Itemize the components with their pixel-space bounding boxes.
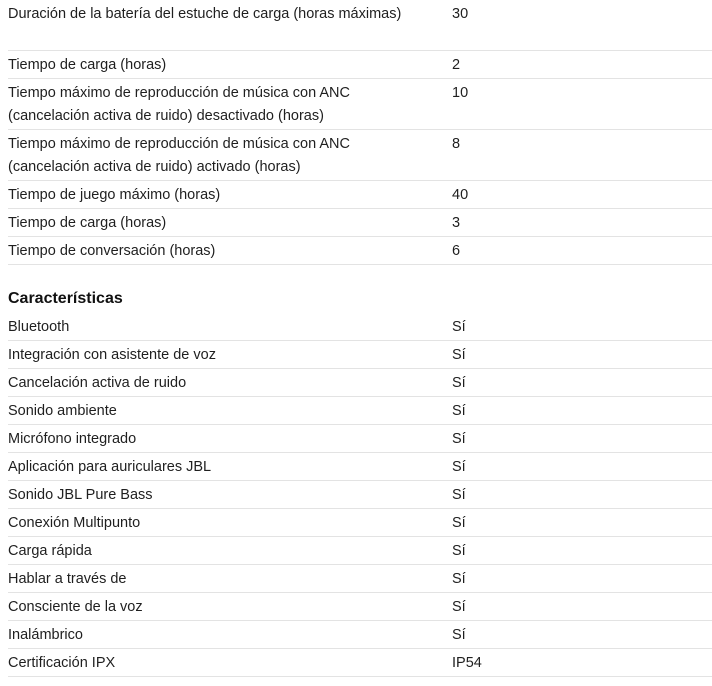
spec-row-multipoint [8, 509, 712, 537]
spec-row-pure-bass [8, 481, 712, 509]
spec-value: 8 [452, 136, 461, 152]
spec-value: 30 [452, 6, 469, 22]
spec-label: Duración de la batería del estuche de carga (horas máximas) [8, 6, 402, 22]
spec-row-voice-assistant [8, 341, 712, 369]
spec-label: Aplicación para auriculares JBL [8, 459, 212, 475]
spec-row-max-playtime [8, 181, 712, 209]
spec-value: Sí [452, 543, 466, 559]
spec-value: Sí [452, 487, 466, 503]
spec-row-talk-thru [8, 565, 712, 593]
spec-value: 10 [452, 85, 469, 101]
spec-label: Certificación IPX [8, 655, 116, 671]
spec-label: Tiempo máximo de reproducción de música con ANC (cancelación activa de ruido) desactivado (horas) [8, 85, 350, 124]
spec-label: Bluetooth [8, 319, 70, 335]
spec-value: Sí [452, 431, 466, 447]
spec-row-case-battery-life [8, 0, 712, 51]
spec-row-playtime-anc-off [8, 79, 712, 130]
spec-value: Sí [452, 403, 466, 419]
spec-value: IP54 [452, 655, 482, 671]
spec-value: Sí [452, 599, 466, 615]
spec-row-voice-aware [8, 593, 712, 621]
spec-label: Micrófono integrado [8, 431, 137, 447]
spec-row-headphones-app [8, 453, 712, 481]
spec-label: Integración con asistente de voz [8, 347, 216, 363]
spec-row-ambient-sound [8, 397, 712, 425]
spec-label: Tiempo de conversación (horas) [8, 243, 216, 259]
spec-label: Tiempo de carga (horas) [8, 57, 167, 73]
spec-label: Cancelación activa de ruido [8, 375, 187, 391]
spec-row-charge-time-2 [8, 209, 712, 237]
spec-label: Sonido JBL Pure Bass [8, 487, 153, 503]
spec-row-wireless [8, 621, 712, 649]
spec-label: Conexión Multipunto [8, 515, 141, 531]
spec-label: Tiempo de juego máximo (horas) [8, 187, 221, 203]
spec-value: Sí [452, 347, 466, 363]
spec-row-bluetooth [8, 313, 712, 341]
spec-value: Sí [452, 459, 466, 475]
spec-row-charge-time [8, 51, 712, 79]
spec-value: 40 [452, 187, 469, 203]
spec-value: Sí [452, 627, 466, 643]
spec-label: Hablar a través de [8, 571, 127, 587]
spec-value: Sí [452, 319, 466, 335]
spec-label: Inalámbrico [8, 627, 83, 643]
spec-label: Sonido ambiente [8, 403, 117, 419]
spec-row-ipx-rating [8, 649, 712, 677]
spec-value: 6 [452, 243, 461, 259]
spec-label: Consciente de la voz [8, 599, 143, 615]
spec-value: Sí [452, 571, 466, 587]
section-title-features: Características [8, 290, 123, 307]
spec-row-fast-charge [8, 537, 712, 565]
spec-label: Tiempo máximo de reproducción de música con ANC (cancelación activa de ruido) activado (horas) [8, 136, 350, 175]
spec-value: Sí [452, 375, 466, 391]
spec-value: 2 [452, 57, 461, 73]
spec-row-built-in-mic [8, 425, 712, 453]
features-spec-table [8, 313, 712, 677]
spec-row-anc [8, 369, 712, 397]
spec-row-playtime-anc-on [8, 130, 712, 181]
spec-value: 3 [452, 215, 461, 231]
battery-spec-table [8, 0, 712, 265]
spec-value: Sí [452, 515, 466, 531]
spec-label: Carga rápida [8, 543, 92, 559]
spec-row-talk-time [8, 237, 712, 265]
spec-label: Tiempo de carga (horas) [8, 215, 167, 231]
